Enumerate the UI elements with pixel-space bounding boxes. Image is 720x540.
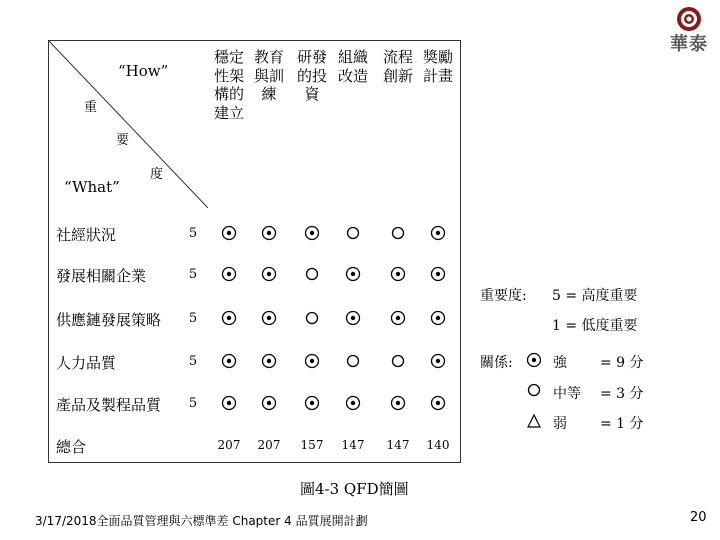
column-total: 147: [341, 438, 365, 452]
medium-relationship-icon: [388, 351, 408, 371]
strong-relationship-icon: [259, 351, 279, 371]
column-total: 157: [300, 438, 324, 452]
column-total: 140: [426, 438, 450, 452]
what-label: “What”: [64, 178, 120, 196]
strong-relationship-icon: [259, 393, 279, 413]
column-header: 教育與訓練: [253, 48, 284, 103]
logo-text: 華泰: [670, 34, 708, 55]
row-label: 供應鏈發展策略: [56, 311, 162, 329]
strong-relationship-icon: [219, 308, 239, 328]
legend-weak: 弱: [553, 416, 567, 432]
strong-relationship-icon: [219, 393, 239, 413]
row-weight: 5: [188, 311, 198, 326]
row-label: 發展相關企業: [56, 267, 147, 285]
column-total: 207: [257, 438, 281, 452]
slide-footer: 3/17/2018全面品質管理與六標準差 Chapter 4 品質展開計劃: [35, 514, 368, 528]
row-weight: 5: [188, 267, 198, 282]
strong-relationship-icon: [259, 264, 279, 284]
medium-relationship-icon: [302, 264, 322, 284]
legend-medium-value: = 3 分: [600, 386, 644, 402]
importance-char-3: 度: [150, 167, 164, 182]
strong-relationship-icon: [388, 393, 408, 413]
legend-weak-value: = 1 分: [600, 416, 644, 432]
strong-relationship-icon: [388, 308, 408, 328]
total-label: 總合: [56, 438, 87, 456]
medium-symbol-icon: [525, 381, 543, 399]
column-header: 穩定性架構的建立: [213, 48, 244, 122]
logo-icon: [676, 6, 702, 32]
row-weight: 5: [188, 226, 198, 241]
strong-relationship-icon: [343, 308, 363, 328]
importance-char-1: 重: [84, 100, 98, 115]
strong-relationship-icon: [343, 393, 363, 413]
strong-relationship-icon: [302, 351, 322, 371]
strong-relationship-icon: [219, 223, 239, 243]
weak-symbol-icon: [525, 412, 543, 430]
row-weight: 5: [188, 354, 198, 369]
strong-relationship-icon: [428, 393, 448, 413]
how-label: “How”: [118, 62, 169, 80]
row-label: 社經狀況: [56, 226, 117, 244]
strong-relationship-icon: [259, 223, 279, 243]
legend-importance-title: 重要度:: [480, 288, 527, 304]
column-total: 147: [386, 438, 410, 452]
strong-relationship-icon: [219, 264, 239, 284]
row-label: 產品及製程品質: [56, 396, 162, 414]
strong-relationship-icon: [428, 351, 448, 371]
legend-medium: 中等: [553, 386, 581, 402]
strong-relationship-icon: [428, 223, 448, 243]
strong-relationship-icon: [428, 264, 448, 284]
column-header: 獎勵計畫: [422, 48, 453, 85]
column-header: 流程創新: [382, 48, 413, 85]
medium-relationship-icon: [343, 351, 363, 371]
strong-relationship-icon: [219, 351, 239, 371]
column-header: 組織改造: [337, 48, 368, 85]
strong-relationship-icon: [388, 264, 408, 284]
column-total: 207: [217, 438, 241, 452]
medium-relationship-icon: [343, 223, 363, 243]
column-header: 研發的投資: [296, 48, 327, 103]
strong-relationship-icon: [302, 223, 322, 243]
strong-relationship-icon: [343, 264, 363, 284]
legend-relation-title: 關係:: [480, 355, 513, 371]
page-number: 20: [690, 510, 707, 525]
importance-char-2: 要: [116, 133, 130, 148]
medium-relationship-icon: [302, 308, 322, 328]
legend-strong: 強: [553, 355, 567, 371]
strong-relationship-icon: [259, 308, 279, 328]
legend-strong-value: = 9 分: [600, 355, 644, 371]
row-weight: 5: [188, 396, 198, 411]
strong-symbol-icon: [525, 351, 543, 369]
row-label: 人力品質: [56, 354, 117, 372]
strong-relationship-icon: [428, 308, 448, 328]
legend-importance-high: 5 = 高度重要: [552, 288, 638, 304]
figure-caption: 圖4-3 QFD簡圖: [300, 480, 409, 498]
legend-importance-low: 1 = 低度重要: [552, 318, 638, 334]
strong-relationship-icon: [302, 393, 322, 413]
medium-relationship-icon: [388, 223, 408, 243]
